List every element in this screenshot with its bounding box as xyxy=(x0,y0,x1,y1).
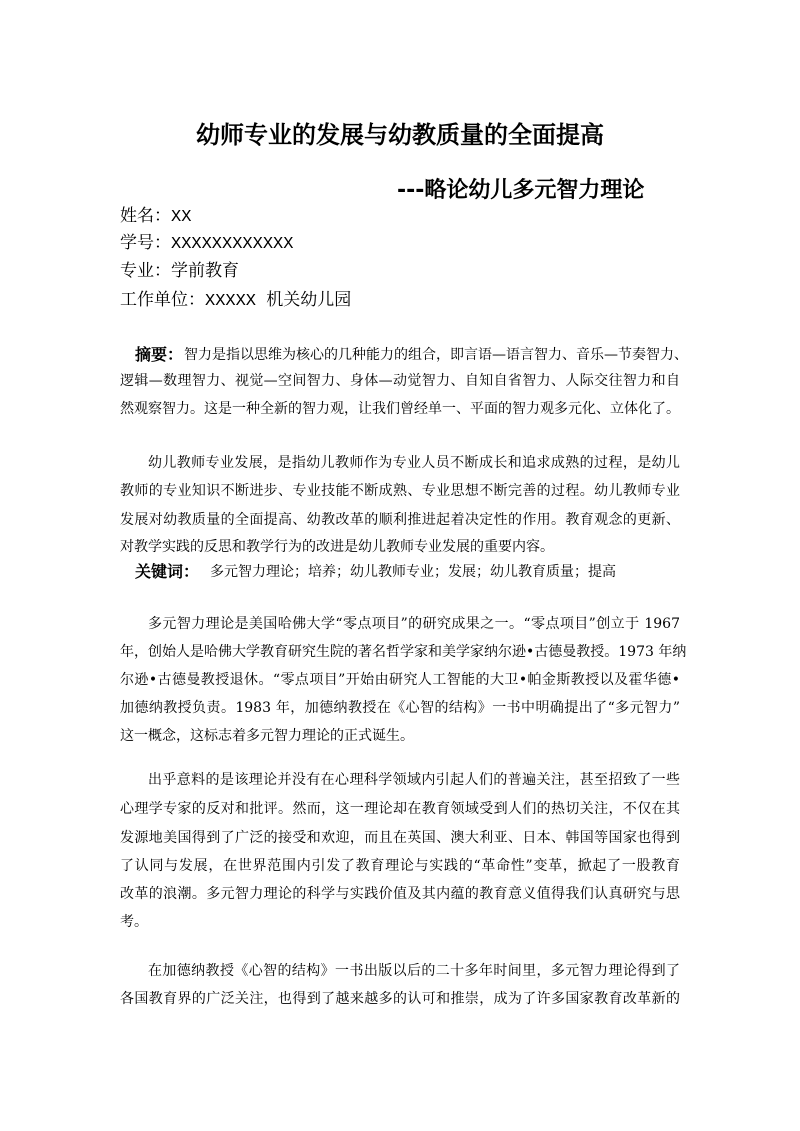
overview-line: 幼儿教师专业发展，是指幼儿教师作为专业人员不断成长和追求成熟的过程，是幼儿 xyxy=(148,455,680,471)
body-line: 各国教育界的广泛关注，也得到了越来越多的认可和推崇，成为了许多国家教育改革新的 xyxy=(120,991,680,1007)
major-label: 专业： xyxy=(120,263,171,282)
author-name-label: 姓名： xyxy=(120,208,171,227)
body-line: 出乎意料的是该理论并没有在心理科学领域内引起人们的普遍关注，甚至招致了一些 xyxy=(148,772,680,788)
workplace-label: 工作单位： xyxy=(120,292,205,311)
student-id-value: XXXXXXXXXXXX xyxy=(171,235,294,254)
author-name-value: XX xyxy=(171,208,192,227)
keywords-label: 关键词： xyxy=(135,562,200,581)
student-id-row xyxy=(120,233,293,257)
body-line: 改革的浪潮。多元智力理论的科学与实践价值及其内蕴的教育意义值得我们认真研究与思 xyxy=(120,886,680,902)
abstract-line: 然观察智力。这是一种全新的智力观，让我们曾经单一、平面的智力观多元化、立体化了。 xyxy=(120,401,680,417)
overview-line: 发展对幼教质量的全面提高、幼教改革的顺利推进起着决定性的作用。教育观念的更新、 xyxy=(120,512,680,528)
body-line: 这一概念，这标志着多元智力理论的正式诞生。 xyxy=(120,728,414,744)
keywords-text: 多元智力理论；培养；幼儿教师专业；发展；幼儿教育质量；提高 xyxy=(210,564,616,580)
student-id-label: 学号： xyxy=(120,235,171,254)
workplace-row xyxy=(120,290,351,314)
abstract-label: 摘要： xyxy=(135,345,184,364)
body-line: 年，创始人是哈佛大学教育研究生院的著名哲学家和美学家纳尔逊•古德曼教授。1973 年纳 xyxy=(120,644,687,660)
overview-line: 对教学实践的反思和教学行为的改进是幼儿教师专业发展的重要内容。 xyxy=(120,539,554,555)
body-line: 尔逊•古德曼教授退休。“零点项目”开始由研究人工智能的大卫•帕金斯教授以及霍华德• xyxy=(120,672,680,688)
major-row xyxy=(120,261,239,285)
abstract-line: 逻辑—数理智力、视觉—空间智力、身体—动觉智力、自知自省智力、人际交往智力和自 xyxy=(120,373,680,389)
document-subtitle: ---略论幼儿多元智力理论 xyxy=(397,178,645,203)
body-line: 多元智力理论是美国哈佛大学“零点项目”的研究成果之一。“零点项目”创立于 1967 xyxy=(148,616,680,632)
body-line: 考。 xyxy=(120,914,148,930)
body-line: 了认同与发展，在世界范围内引发了教育理论与实践的“革命性”变革，掀起了一股教育 xyxy=(120,858,680,874)
major-value: 学前教育 xyxy=(171,263,239,282)
body-line: 心理学专家的反对和批评。然而，这一理论却在教育领域受到人们的热切关注，不仅在其 xyxy=(120,801,680,817)
abstract-line: 智力是指以思维为核心的几种能力的组合，即言语—语言智力、音乐—节奏智力、 xyxy=(184,347,688,363)
body-line: 加德纳教授负责。1983 年，加德纳教授在《心智的结构》一书中明确提出了“多元智力” xyxy=(120,700,680,716)
document-title: 幼师专业的发展与幼教质量的全面提高 xyxy=(196,120,604,149)
workplace-value: XXXXX 机关幼儿园 xyxy=(205,292,352,311)
body-line: 发源地美国得到了广泛的接受和欢迎，而且在英国、澳大利亚、日本、韩国等国家也得到 xyxy=(120,830,680,846)
body-line: 在加德纳教授《心智的结构》一书出版以后的二十多年时间里，多元智力理论得到了 xyxy=(148,963,680,979)
author-name-row xyxy=(120,206,191,230)
overview-line: 教师的专业知识不断进步、专业技能不断成熟、专业思想不断完善的过程。幼儿教师专业 xyxy=(120,483,680,499)
